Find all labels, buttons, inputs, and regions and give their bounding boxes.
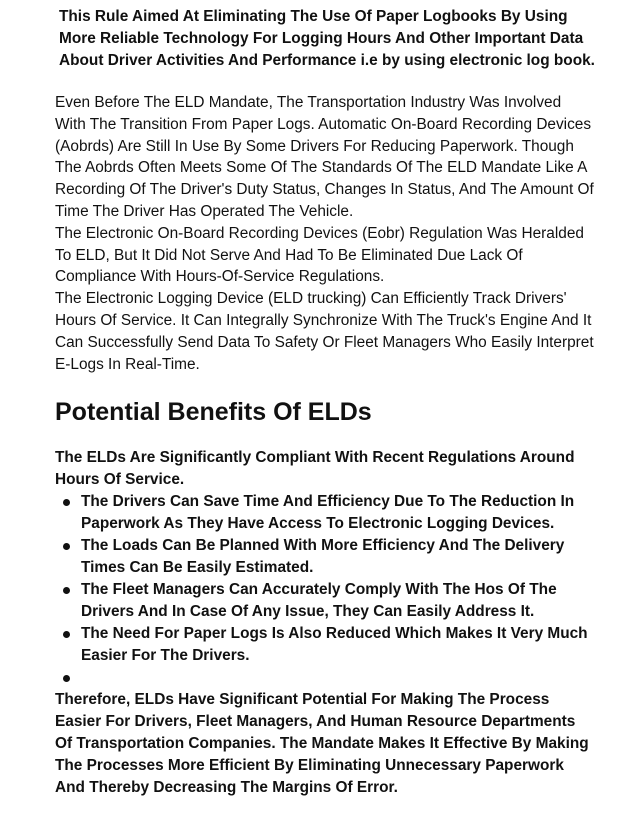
body-paragraph-3: The Electronic Logging Device (ELD trucking) Can Efficiently Track Drivers' Hours Of Service. It Can Integrally Synchronize With The Truck's Engine And It Can Successfully Send Data To Safety Or Fleet Managers Who Easily Interpret E-Logs In Real-Time. [55,290,594,373]
section-heading: Potential Benefits Of ELDs [55,398,372,427]
conclusion-paragraph: Therefore, ELDs Have Significant Potential For Making The Process Easier For Drivers, Fleet Managers, And Human Resource Departments Of Transportation Companies. The Mandate Makes It Effective By Making The Processes More Efficient By Eliminating Unnecessary Paperwork And Thereby Decreasing The Margins Of Error. [55,691,589,797]
list-item [55,579,595,623]
list-item [55,623,595,667]
bullet-icon [63,499,70,506]
bullet-icon [63,675,70,682]
list-item [55,667,595,689]
list-item-text: The Drivers Can Save Time And Efficiency Due To The Reduction In Paperwork As They Have Access To Electronic Logging Devices. [81,493,575,533]
spacer [55,427,595,447]
lead-paragraph: The ELDs Are Significantly Compliant With Recent Regulations Around Hours Of Service. [55,449,575,489]
benefits-list [55,491,595,689]
list-item [55,491,595,535]
bullet-icon [63,587,70,594]
bullet-icon [63,631,70,638]
list-item-text: The Need For Paper Logs Is Also Reduced Which Makes It Very Much Easier For The Drivers. [81,625,588,665]
bullet-icon [63,543,70,550]
list-item-text: The Loads Can Be Planned With More Efficiency And The Delivery Times Can Be Easily Estimated. [81,537,565,577]
body-paragraph-1: Even Before The ELD Mandate, The Transportation Industry Was Involved With The Transition From Paper Logs. Automatic On-Board Recording Devices (Aobrds) Are Still In Use By Some Drivers For Reducing Paperwork. Though The Aobrds Often Meets Some Of The Standards Of The ELD Mandate Like A Recording Of The Driver's Duty Status, Changes In Status, And The Amount Of Time The Driver Has Operated The Vehicle. [55,94,594,220]
list-item-text: The Fleet Managers Can Accurately Comply With The Hos Of The Drivers And In Case Of Any Issue, They Can Easily Address It. [81,581,557,621]
spacer [55,72,595,92]
intro-bold-paragraph: This Rule Aimed At Eliminating The Use Of Paper Logbooks By Using More Reliable Technology For Logging Hours And Other Important Data About Driver Activities And Performance i.e by using electronic log book. [59,8,595,69]
document-page [55,6,595,799]
list-item [55,535,595,579]
body-paragraph-2: The Electronic On-Board Recording Devices (Eobr) Regulation Was Heralded To ELD, But It Did Not Serve And Had To Be Eliminated Due Lack Of Compliance With Hours-Of-Service Regulations. [55,224,584,286]
